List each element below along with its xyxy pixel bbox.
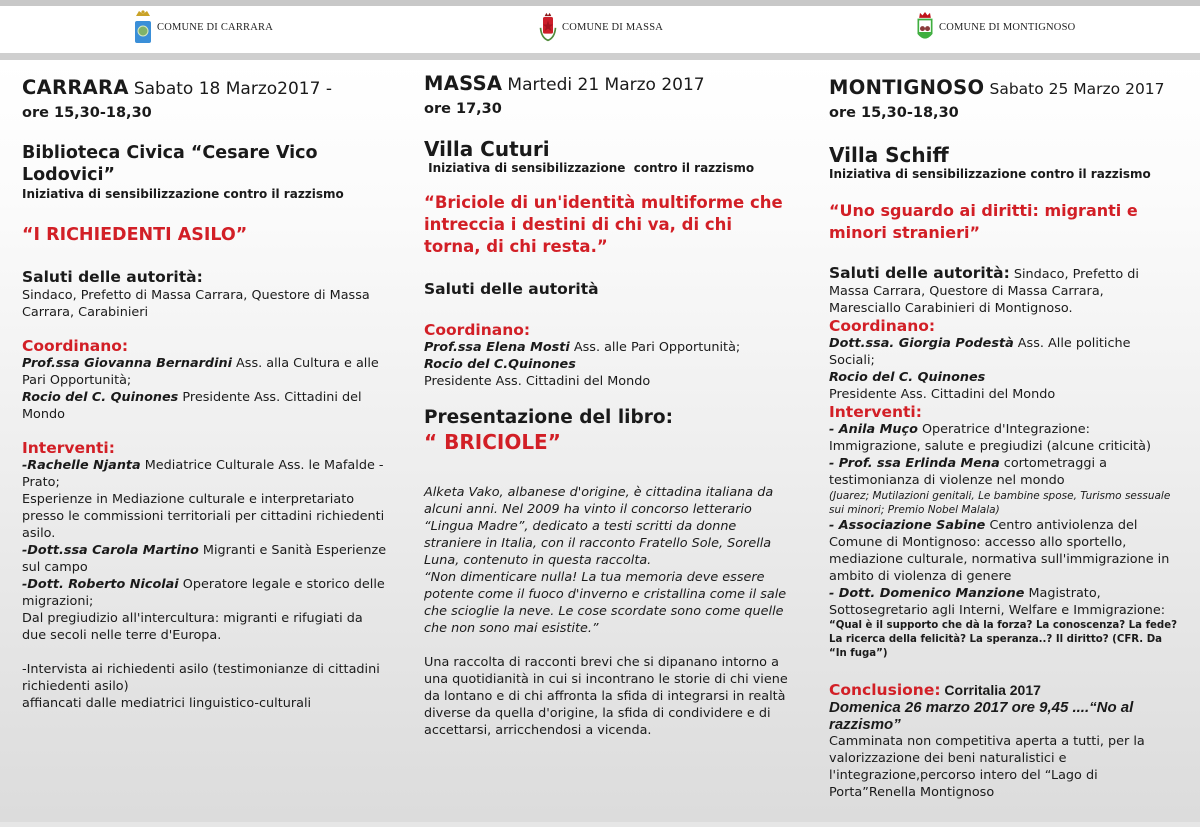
speaker-role: cortometraggi a testimonianza di violenze nel mondo bbox=[829, 456, 1107, 488]
coordinator-name: Prof.ssa Elena Mosti bbox=[424, 340, 570, 355]
speaker-item bbox=[22, 491, 387, 542]
interventi-heading: Interventi: bbox=[829, 403, 922, 421]
saluti-text: Sindaco, Prefetto di Massa Carrara, Questore di Massa Carrara, Maresciallo Carabinieri di Montignoso. bbox=[829, 267, 1139, 316]
event-time: ore 17,30 bbox=[424, 101, 502, 117]
initiative-subtitle: Iniziativa di sensibilizzazione contro il razzismo bbox=[424, 161, 755, 175]
speaker-name: - Anila Muço bbox=[829, 422, 918, 437]
book-intro: Alketa Vako, albanese d'origine, è cittadina italiana da alcuni anni. Nel 2009 ha vinto il concorso letterario “Lingua Madre”, dedicato a testi scritti da donne straniere in Italia, con il racconto Fratello Sole, Sorella Luna, contenuto in questa raccolta. bbox=[424, 485, 774, 568]
coordinano-heading: Coordinano: bbox=[829, 317, 936, 335]
speaker-name: -Rachelle Njanta bbox=[22, 458, 141, 473]
venue: Villa Cuturi bbox=[424, 137, 550, 161]
event-time: ore 15,30-18,30 bbox=[22, 105, 152, 121]
speaker-item bbox=[22, 457, 387, 491]
speaker-role: Magistrato, Sottosegretario agli Interni, Welfare e Immigrazione: bbox=[829, 586, 1166, 618]
conclusion-heading-line bbox=[829, 681, 1179, 699]
coordinator-item bbox=[424, 339, 789, 356]
book-description: Una raccolta di racconti brevi che si dipanano intorno a una quotidianità in cui si incontrano le storie di chi viene da lontano e di chi affronta la sfida di integrarsi in realtà diverse da quella d'origine, la sfida di condividere e di accettarsi, arricchendosi a vicenda. bbox=[424, 655, 788, 738]
coordinano-heading: Coordinano: bbox=[22, 337, 129, 355]
logo-label: COMUNE DI MASSA bbox=[562, 21, 664, 33]
intervista-text-2: affiancati dalle mediatrici linguistico-culturali bbox=[22, 696, 312, 711]
conclusion-heading: Conclusione: bbox=[829, 681, 941, 699]
initiative-subtitle: Iniziativa di sensibilizzazione contro il razzismo bbox=[22, 187, 344, 201]
saluti-heading: Saluti delle autorità: bbox=[829, 264, 1010, 282]
speaker-name: - Prof. ssa Erlinda Mena bbox=[829, 456, 1000, 471]
carrara-crest-icon bbox=[133, 8, 153, 46]
speaker-role: Centro antiviolenza del Comune di Montignoso: accesso allo sportello, mediazione culturale, normativa sull'immigrazione in ambito di violenza di genere bbox=[829, 518, 1170, 584]
speaker-role: Migranti e Sanità Esperienze sul campo bbox=[22, 543, 387, 575]
speaker-name: -Dott.ssa Carola Martino bbox=[22, 543, 199, 558]
event-header bbox=[829, 75, 1179, 102]
montignoso-crest-icon bbox=[915, 8, 935, 46]
saluti-heading: Saluti delle autorità: bbox=[22, 268, 203, 286]
speaker-item bbox=[829, 455, 1179, 489]
coordinator-role: Ass. alle Pari Opportunità; bbox=[569, 340, 741, 355]
event-time: ore 15,30-18,30 bbox=[829, 105, 959, 121]
venue: Villa Schiff bbox=[829, 143, 949, 167]
event-date: Sabato 18 Marzo2017 - bbox=[133, 79, 332, 99]
speaker-item bbox=[22, 610, 387, 644]
coordinator-role-extra: Presidente Ass. Cittadini del Mondo bbox=[829, 387, 1056, 402]
coordinano-heading: Coordinano: bbox=[424, 321, 531, 339]
coordinator-item bbox=[829, 369, 1179, 386]
event-header bbox=[22, 75, 387, 102]
logo-comune-carrara bbox=[133, 8, 273, 46]
speaker-name: -Dott. Roberto Nicolai bbox=[22, 577, 179, 592]
interventi-heading: Interventi: bbox=[22, 439, 115, 457]
coordinator-item bbox=[22, 389, 387, 423]
speaker-item bbox=[829, 517, 1179, 585]
event-title: “Uno sguardo ai diritti: migranti e minori stranieri” bbox=[829, 201, 1138, 242]
column-montignoso bbox=[829, 75, 1179, 801]
initiative-subtitle: Iniziativa di sensibilizzazione contro il razzismo bbox=[829, 167, 1151, 181]
coordinator-role: Presidente Ass. Cittadini del Mondo bbox=[22, 390, 362, 422]
coordinator-name: Rocio del C. Quinones bbox=[829, 370, 986, 385]
speaker-item bbox=[829, 421, 1179, 455]
logo-label: COMUNE DI MONTIGNOSO bbox=[939, 21, 1076, 33]
event-header bbox=[424, 71, 789, 98]
coordinator-item bbox=[22, 355, 387, 389]
coordinator-name: Rocio del C. Quinones bbox=[22, 390, 179, 405]
speaker-role: Esperienze in Mediazione culturale e interpretariato presso le commissioni territoriali per cittadini richiedenti asilo. bbox=[22, 492, 385, 541]
event-date: Martedi 21 Marzo 2017 bbox=[507, 75, 705, 95]
speaker-item bbox=[22, 542, 387, 576]
speaker-item bbox=[829, 585, 1179, 619]
city-name: MONTIGNOSO bbox=[829, 76, 985, 99]
saluti-text: Sindaco, Prefetto di Massa Carrara, Questore di Massa Carrara, Carabinieri bbox=[22, 288, 370, 320]
city-name: CARRARA bbox=[22, 76, 129, 99]
venue: Biblioteca Civica “Cesare Vico Lodovici” bbox=[22, 143, 318, 185]
coordinator-item bbox=[829, 335, 1179, 369]
speaker-quote: “Qual è il supporto che dà la forza? La conoscenza? La fede? La ricerca della felicità? La speranza..? Il diritto? (CFR. Da “In fuga”) bbox=[829, 620, 1178, 659]
book-quote: “Non dimenticare nulla! La tua memoria deve essere potente come il fuoco d'inverno e cristallina come il sale che scioglie la neve. Le cose scordate sono come quelle che non sono mai esistite.” bbox=[424, 570, 787, 636]
event-title: “I RICHIEDENTI ASILO” bbox=[22, 225, 248, 245]
bottom-band bbox=[0, 822, 1200, 827]
coordinator-name: Dott.ssa. Giorgia Podestà bbox=[829, 336, 1014, 351]
coordinator-role: Ass. Alle politiche Sociali; bbox=[829, 336, 1131, 368]
speaker-role: Operatore legale e storico delle migrazioni; bbox=[22, 577, 385, 609]
event-title: “Briciole di un'identità multiforme che intreccia i destini di chi va, di chi torna, di chi resta.” bbox=[424, 193, 783, 256]
event-date: Sabato 25 Marzo 2017 bbox=[989, 80, 1165, 98]
conclusion-text: Camminata non competitiva aperta a tutti, per la valorizzazione dei beni naturalistici e l'integrazione,percorso intero del “Lago di Porta”Renella Montignoso bbox=[829, 734, 1145, 800]
speaker-item bbox=[22, 576, 387, 610]
massa-crest-icon bbox=[538, 8, 558, 46]
column-carrara bbox=[22, 75, 387, 712]
column-massa bbox=[424, 72, 789, 739]
saluti-block bbox=[829, 264, 1179, 317]
coordinator-name: Prof.ssa Giovanna Bernardini bbox=[22, 356, 232, 371]
logo-comune-montignoso bbox=[915, 8, 1075, 46]
coordinator-name: Rocio del C.Quinones bbox=[424, 357, 576, 372]
saluti-heading: Saluti delle autorità bbox=[424, 280, 599, 298]
logo-bar-divider bbox=[0, 53, 1200, 60]
logo-label: COMUNE DI CARRARA bbox=[157, 21, 273, 33]
conclusion-date: Domenica 26 marzo 2017 ore 9,45 ....“No al razzismo” bbox=[829, 699, 1134, 733]
speaker-name: - Dott. Domenico Manzione bbox=[829, 586, 1025, 601]
speaker-role: Mediatrice Culturale Ass. le Mafalde - Prato; bbox=[22, 458, 384, 490]
coordinator-role-extra: Presidente Ass. Cittadini del Mondo bbox=[424, 374, 651, 389]
coordinator-role: Ass. alla Cultura e alle Pari Opportunità; bbox=[22, 356, 379, 388]
speaker-note: (Juarez; Mutilazioni genitali, Le bambine spose, Turismo sessuale sui minori; Premio Nobel Malala) bbox=[829, 490, 1171, 516]
city-name: MASSA bbox=[424, 72, 503, 95]
speaker-role: Operatrice d'Integrazione: Immigrazione, salute e pregiudizi (alcune criticità) bbox=[829, 422, 1152, 454]
speaker-name: - Associazione Sabine bbox=[829, 518, 986, 533]
book-presentation-heading: Presentazione del libro: bbox=[424, 407, 673, 428]
intervista-text: -Intervista ai richiedenti asilo (testimonianze di cittadini richiedenti asilo) bbox=[22, 662, 380, 694]
logo-comune-massa bbox=[538, 8, 663, 46]
coordinator-item bbox=[424, 356, 789, 373]
conclusion-event: Corritalia 2017 bbox=[940, 682, 1041, 698]
book-title: “ BRICIOLE” bbox=[424, 430, 561, 454]
speaker-role: Dal pregiudizio all'intercultura: migranti e rifugiati da due secoli nelle terre d'Europa. bbox=[22, 611, 363, 643]
